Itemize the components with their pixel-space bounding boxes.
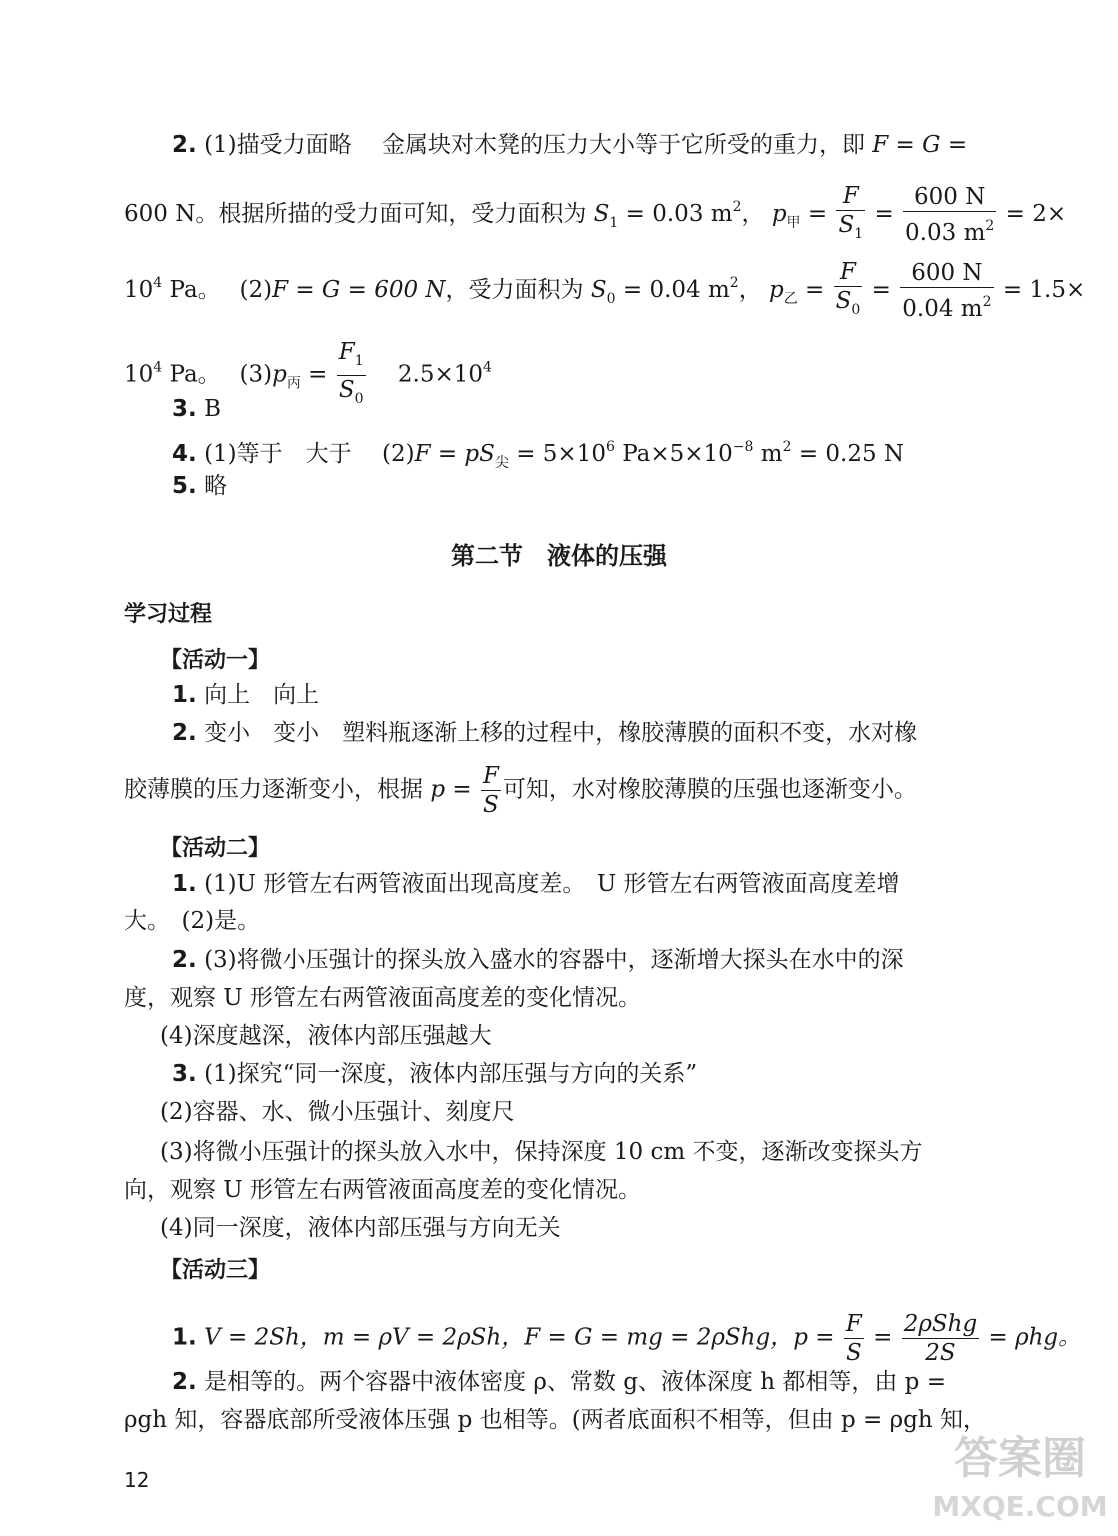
q2-text3: ，受力面积为: [445, 277, 591, 303]
act2-line6: [172, 1059, 994, 1089]
frac-den-sub: 1: [854, 226, 864, 242]
act2-text1: (1)U 形管左右两管液面出现高度差。 U 形管左右两管液面高度差增: [204, 871, 900, 897]
p-bing: p: [272, 361, 287, 388]
fraction-F-S-2: [844, 1310, 864, 1367]
square-sup: 2: [782, 439, 792, 455]
eq-sign: =: [300, 361, 335, 388]
s1-value: = 0.03 m: [618, 201, 733, 227]
q3-answer: B: [204, 396, 221, 422]
act1-text2: 变小 变小 塑料瓶逐渐上移的过程中，橡胶薄膜的面积不变，水对橡: [204, 720, 918, 746]
frac-num-f: F: [338, 339, 355, 365]
fraction-F-S: [481, 762, 501, 819]
q5-answer: 略: [204, 473, 228, 499]
act2-line8: (3)将微小压强计的探头放入水中，保持深度 10 cm 不变，逐渐改变探头方: [160, 1139, 923, 1165]
activity1-label: 【活动一】: [160, 648, 271, 673]
eq-sign: =: [797, 277, 832, 303]
fraction-F-S0: [834, 258, 863, 324]
fraction-600-004: [900, 259, 993, 323]
q2-part3: (3): [239, 361, 273, 388]
act2-line5: (4)深度越深，液体内部压强越大: [160, 1023, 492, 1049]
q4-tail2: = 0.25 N: [791, 441, 905, 467]
q5-number: 5.: [172, 473, 197, 499]
q5-line: [172, 471, 994, 501]
act2-text6: (1)探究“同一深度，液体内部压强与方向的关系”: [204, 1061, 698, 1087]
act2-line4: 度，观察 U 形管左右两管液面高度差的变化情况。: [124, 985, 642, 1011]
q4-sub: 尖: [494, 455, 509, 471]
frac-num: F: [834, 258, 863, 287]
eq-sign: =: [445, 776, 479, 803]
act1-line1: [172, 680, 994, 710]
act2-text3: (3)将微小压强计的探头放入盛水的容器中，逐渐增大探头在水中的深: [204, 947, 904, 973]
exp-four: 4: [153, 275, 163, 291]
watermark-top: 答案圈: [954, 1433, 1086, 1484]
eq-sign: =: [800, 201, 835, 227]
frac-den: S: [483, 792, 499, 818]
watermark-bottom: MXQE.COM: [932, 1490, 1108, 1523]
p-yi-sub: 乙: [783, 291, 798, 307]
s1-sub: 1: [609, 215, 619, 231]
q2-number: 2.: [172, 132, 197, 158]
act2-line2: 大。 (2)是。: [124, 908, 261, 934]
act2-num1: 1.: [172, 871, 197, 897]
q2-text1: 金属块对木凳的压力大小等于它所受的重力，即: [381, 132, 873, 158]
fraction-600-003: [903, 183, 996, 247]
square-sup: 2: [985, 218, 995, 234]
act1-line2: [172, 718, 994, 748]
q2-line1: [172, 130, 994, 160]
act2-line9: 向，观察 U 形管左右两管液面高度差的变化情况。: [124, 1177, 642, 1203]
q2-line3: [124, 258, 1086, 324]
q4-part1: (1)等于 大于: [204, 441, 352, 467]
q3-number: 3.: [172, 396, 197, 422]
p-jia: p: [771, 201, 787, 227]
frac-den-sub: 0: [354, 391, 364, 407]
square-sup: 2: [982, 294, 992, 310]
section-title: 第二节 液体的压强: [451, 542, 667, 570]
act2-line10: (4)同一深度，液体内部压强与方向无关: [160, 1215, 561, 1241]
q4-number: 4.: [172, 441, 197, 467]
p-bing-sub: 丙: [286, 375, 301, 392]
q2-part2: (2): [239, 277, 273, 303]
frac-num-sub: 1: [354, 353, 364, 369]
frac-num-2pshg: 2ρShg: [903, 1311, 978, 1337]
frac-den-003: 0.03 m: [905, 220, 986, 246]
ten: 10: [124, 277, 154, 303]
watermark-logo: [930, 1418, 1110, 1528]
comma: ，: [741, 201, 765, 227]
activity2-label: 【活动二】: [160, 836, 271, 861]
result1: = 2×: [998, 201, 1067, 227]
result2: = 1.5×: [995, 277, 1086, 303]
frac-den-2s: 2S: [925, 1340, 956, 1366]
act2-line3: [172, 945, 994, 975]
q4-mid: Pa×5×10: [614, 441, 733, 467]
frac-den-s: S: [838, 212, 855, 238]
frac-den-s: S: [338, 377, 355, 403]
q4-exp-8: −8: [732, 439, 754, 455]
q2-text2: 600 N。根据所描的受力面可知，受力面积为: [124, 201, 594, 227]
result3: 2.5×10: [397, 361, 484, 388]
act2-num3: 3.: [172, 1061, 197, 1087]
ten: 10: [124, 361, 154, 388]
fraction-2pShg-2S: [902, 1310, 979, 1367]
p-yi: p: [769, 277, 784, 303]
frac-den: S: [845, 1340, 862, 1366]
heading-learning-process: 学习过程: [124, 602, 213, 627]
pa-unit: Pa。: [162, 277, 210, 303]
eq-sign: =: [864, 277, 899, 303]
act2-line1: [172, 869, 994, 899]
eq-sign: =: [867, 201, 902, 227]
square-sup: 2: [729, 275, 739, 291]
act1-line3: [124, 762, 994, 819]
act1-text3a: 胶薄膜的压力逐渐变小，根据: [124, 776, 431, 803]
act1-text3b: 可知，水对橡胶薄膜的压强也逐渐变小。: [502, 776, 917, 803]
q2-line2: [124, 182, 1067, 248]
frac-num: F: [482, 763, 499, 789]
s0-value: = 0.04 m: [615, 277, 730, 303]
act3-num1: 1.: [172, 1324, 197, 1351]
frac-num: F: [845, 1311, 862, 1337]
frac-den-s: S: [835, 288, 852, 314]
exp-four: 4: [153, 359, 163, 376]
square-sup: 2: [732, 199, 742, 215]
q4-tail: m: [753, 441, 783, 467]
act2-num2: 2.: [172, 947, 197, 973]
frac-num-600: 600 N: [903, 183, 996, 212]
s0-symbol: S: [590, 277, 607, 303]
frac-num-600: 600 N: [900, 259, 993, 288]
exp-four: 4: [483, 359, 492, 376]
act2-line7: (2)容器、水、微小压强计、刻度尺: [160, 1099, 515, 1125]
s1-symbol: S: [593, 201, 610, 227]
act3-line1: [172, 1310, 1082, 1367]
pa-unit: Pa。: [162, 361, 210, 388]
act1-text1: 向上 向上: [204, 682, 320, 708]
page-number: 12: [124, 1468, 150, 1492]
frac-den-sub: 0: [851, 302, 861, 318]
p-jia-sub: 甲: [786, 215, 801, 231]
eq-sign: =: [865, 1324, 900, 1351]
p-symbol: p: [430, 776, 446, 803]
act3-text1a: V = 2Sh，m = ρV = 2ρSh，F = G = mg = 2ρShg，p =: [204, 1324, 842, 1351]
q2-part1: (1)描受力面略: [204, 132, 352, 158]
s0-sub: 0: [606, 291, 616, 307]
q2-eq2: F = G = 600 N: [272, 277, 446, 303]
q4-val: = 5×10: [508, 441, 606, 467]
act3-text2: 是相等的。两个容器中液体密度 ρ、常数 g、液体深度 h 都相等，由 p =: [204, 1369, 946, 1395]
act3-line2: [172, 1367, 994, 1397]
act1-num1: 1.: [172, 682, 197, 708]
comma: ，: [738, 277, 762, 303]
q2-eq1: F = G =: [872, 132, 968, 158]
q4-exp6: 6: [605, 439, 615, 455]
fraction-F-S1: [836, 182, 865, 248]
q4-eq: F = pS: [414, 441, 495, 467]
activity3-label: 【活动三】: [160, 1258, 271, 1283]
frac-den-004: 0.04 m: [902, 296, 983, 322]
frac-num: F: [836, 182, 865, 211]
act3-line3: ρgh 知，容器底部所受液体压强 p 也相等。(两者底面积不相等，但由 p = ρgh 知，: [124, 1407, 986, 1433]
q3-line: [172, 394, 994, 424]
act3-text1b: = ρhg。: [981, 1324, 1082, 1351]
act3-num2: 2.: [172, 1369, 197, 1395]
act1-num2: 2.: [172, 720, 197, 746]
q4-part2: (2): [381, 441, 415, 467]
